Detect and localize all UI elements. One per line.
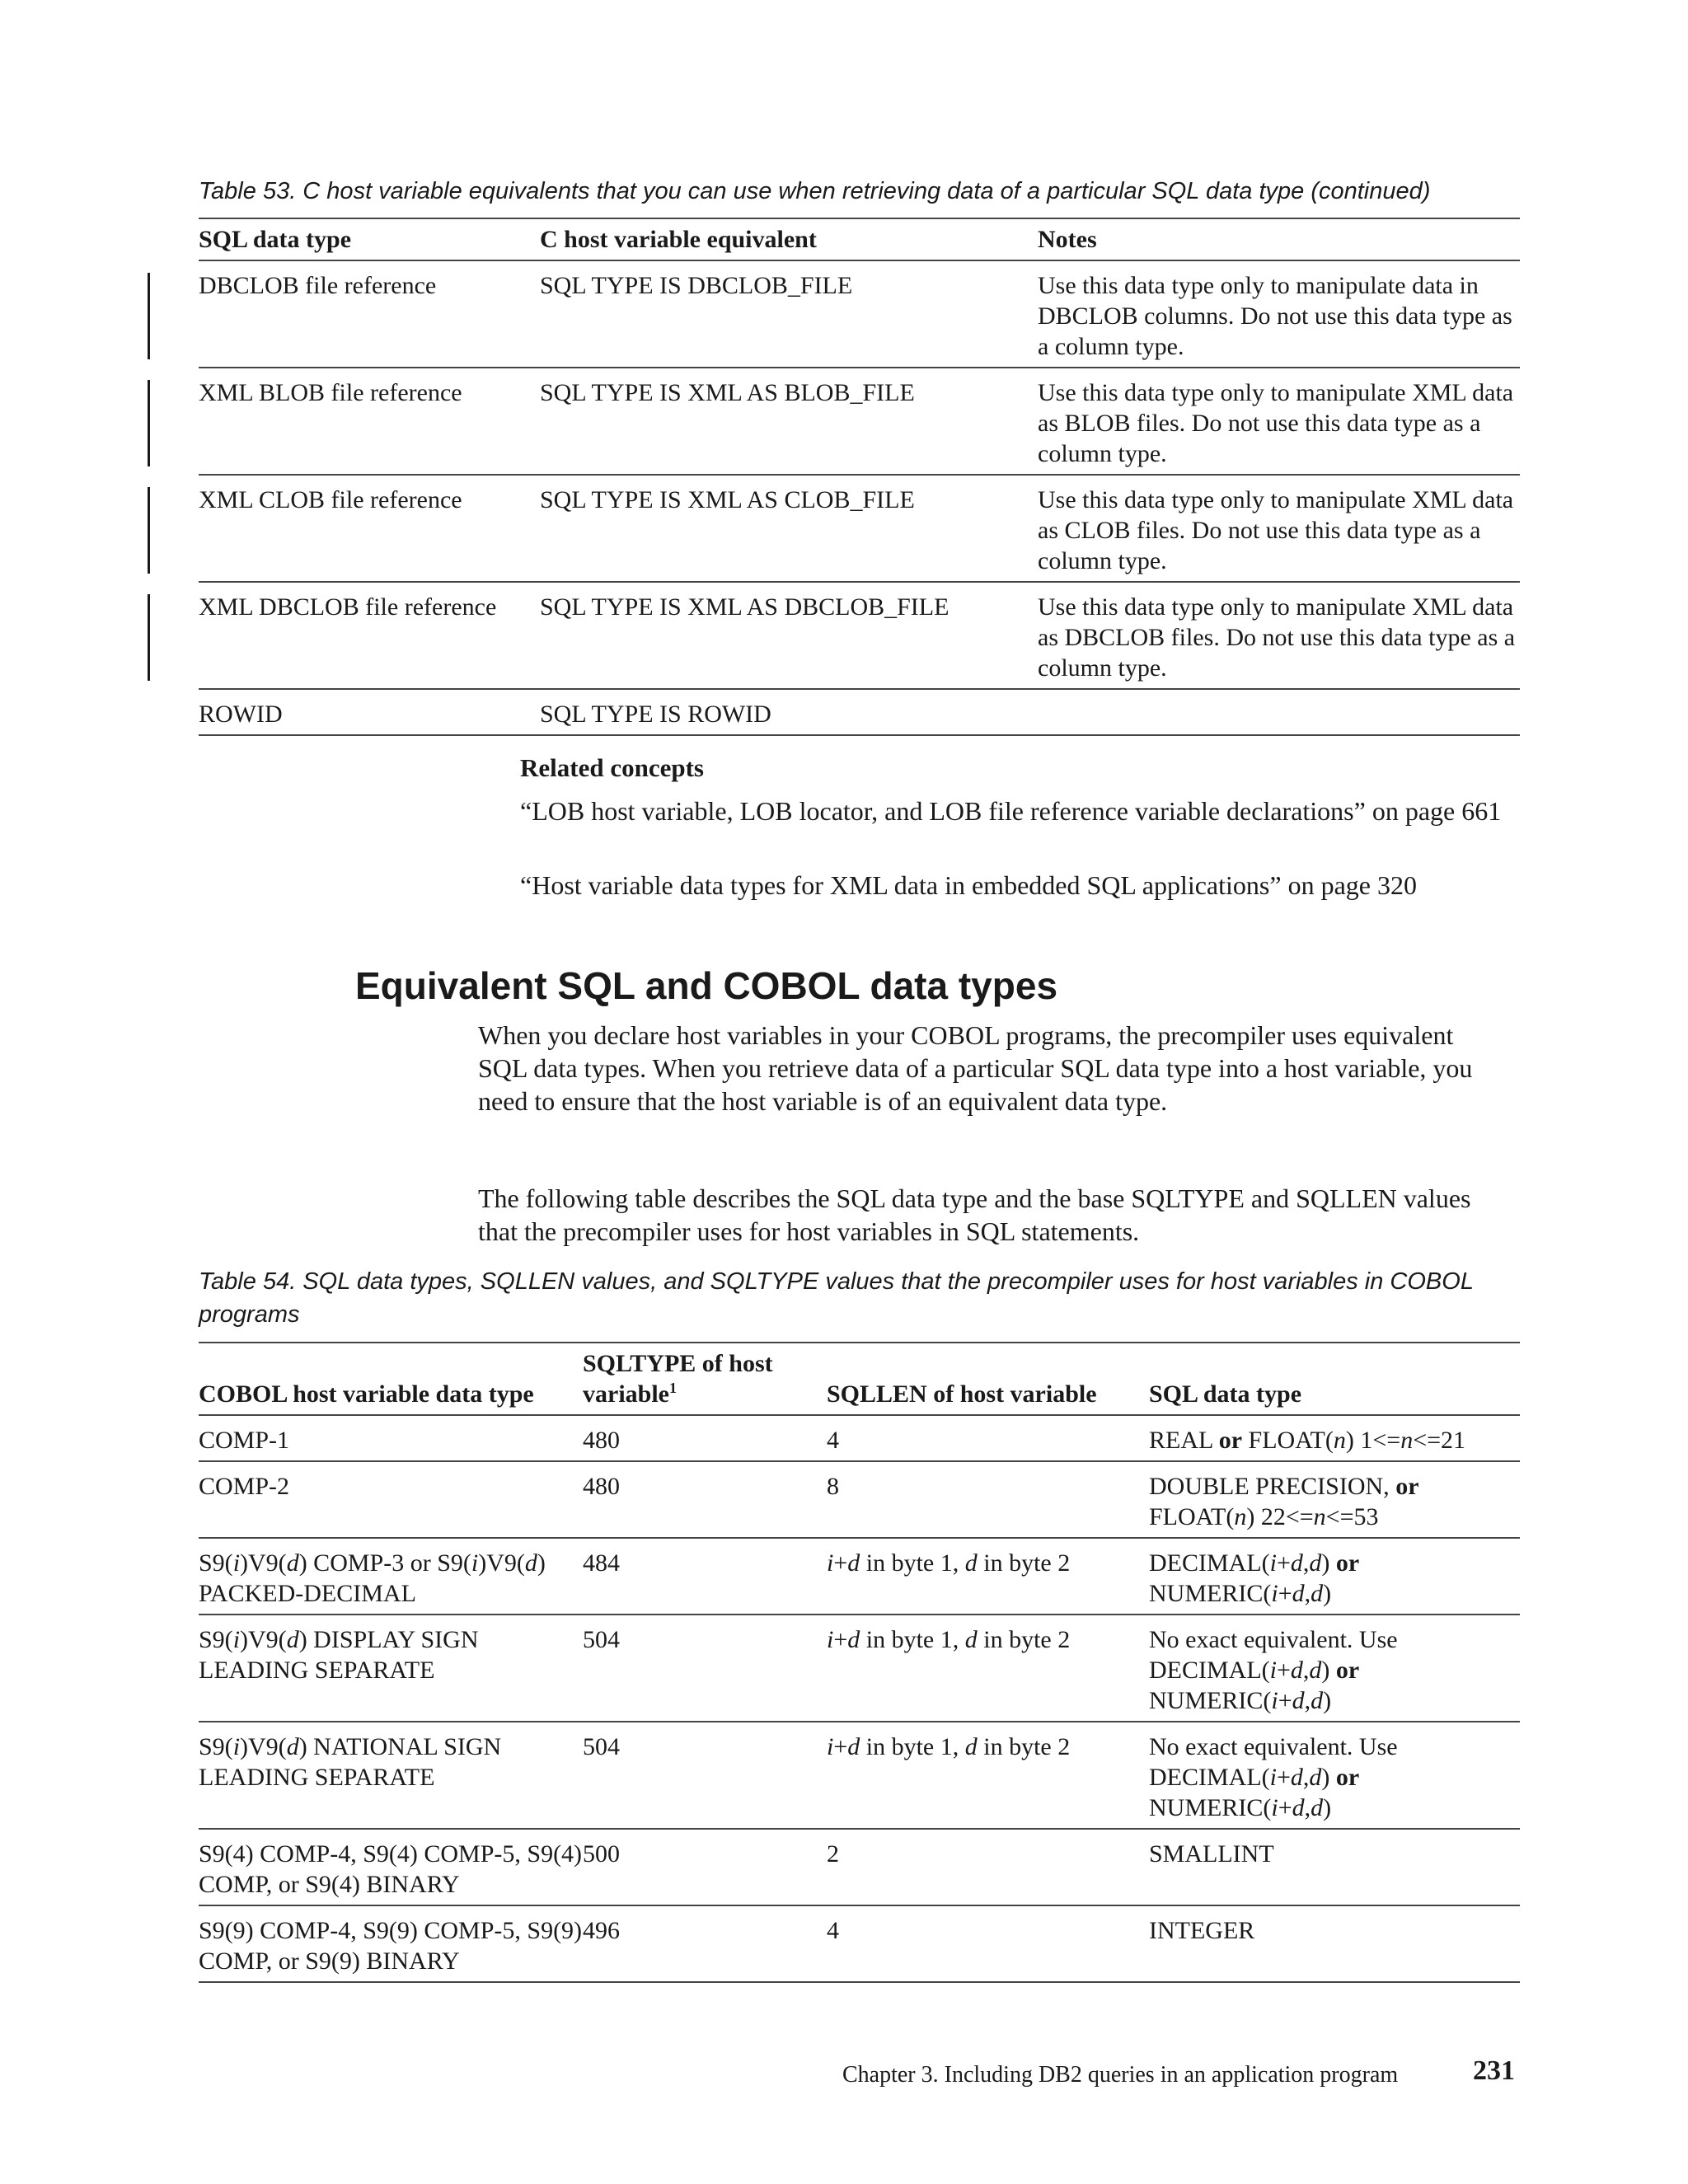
cell-sqltype: 480 [583,1461,827,1538]
section-heading: Equivalent SQL and COBOL data types [355,964,1058,1007]
table-row [199,582,1520,689]
cell-cobol-type: COMP-2 [199,1461,583,1538]
cell-sql-data-type: INTEGER [1149,1917,1255,1944]
change-bar [148,273,150,359]
cell-notes: Use this data type only to manipulate data in DBCLOB columns. Do not use this data type as a column type. [1038,260,1520,368]
cell-cobol-type: S9(9) COMP-4, S9(9) COMP-5, S9(9) COMP, or S9(9) BINARY [199,1917,583,1975]
table-header-row [199,218,1520,260]
cell-sqllen: 4 [827,1917,839,1944]
page-number: 231 [1473,2055,1515,2086]
col-header-sql-data-type: SQL data type [199,218,540,260]
cell-sql-data-type: SMALLINT [1149,1829,1520,1905]
table-row [199,368,1520,475]
cell-c-equivalent: SQL TYPE IS XML AS DBCLOB_FILE [540,582,1038,689]
cell-sql-data-type: REAL or FLOAT(n) 1<=n<=21 [1149,1415,1520,1461]
cell-cobol-type: S9(i)V9(d) COMP-3 or S9(i)V9(d) PACKED-DECIMAL [199,1538,583,1615]
cell-sqllen: 8 [827,1461,1149,1538]
cell-sql-data-type: No exact equivalent. Use DECIMAL(i+d,d) or NUMERIC(i+d,d) [1149,1615,1520,1722]
footnote-marker: 1 [669,1380,677,1396]
cell-notes [1038,689,1520,735]
cell-cobol-type: S9(4) COMP-4, S9(4) COMP-5, S9(4) COMP, or S9(4) BINARY [199,1829,583,1905]
table-row [199,1415,1520,1461]
cell-cobol-type: COMP-1 [199,1415,583,1461]
cell-c-equivalent: SQL TYPE IS DBCLOB_FILE [540,260,1038,368]
table-row [199,1722,1520,1829]
cell-notes: Use this data type only to manipulate XML data as CLOB files. Do not use this data type as a column type. [1038,475,1520,582]
cell-sqltype: 484 [583,1538,827,1615]
table-row [199,1461,1520,1538]
cell-sqltype: 480 [583,1415,827,1461]
table-53 [199,218,1520,736]
table-row [199,1538,1520,1615]
cell-notes: Use this data type only to manipulate XML data as DBCLOB files. Do not use this data type as a column type. [1038,582,1520,689]
table-54 [199,1342,1520,1983]
cell-sqllen: i+d in byte 1, d in byte 2 [827,1722,1149,1829]
table-row [199,1829,1520,1905]
cell-sqllen: 2 [827,1829,1149,1905]
col-header-sql-data-type: SQL data type [1149,1343,1520,1415]
table-row [199,260,1520,368]
change-bar [148,594,150,681]
col-header-sqltype: SQLTYPE of host variable$^1$ [583,1343,827,1415]
cell-cobol-type: S9(i)V9(d) DISPLAY SIGN LEADING SEPARATE [199,1615,583,1722]
cell-c-equivalent: SQL TYPE IS XML AS CLOB_FILE [540,475,1038,582]
cell-sql-type: DBCLOB file reference [199,272,437,299]
table-54-caption: Table 54. SQL data types, SQLLEN values, and SQLTYPE values that the precompiler uses for host variables in COBOL programs [199,1268,1474,1328]
footer-chapter: Chapter 3. Including DB2 queries in an application program [842,2062,1399,2088]
cell-sqllen: i+d in byte 1, d in byte 2 [827,1538,1149,1615]
cell-sql-type: XML BLOB file reference [199,379,462,406]
table-row [199,1615,1520,1722]
intro-paragraph: When you declare host variables in your COBOL programs, the precompiler uses equivalent SQL data types. When you retrieve data of a particular SQL data type into a host variable, you need to ensure that the host variable is of an equivalent data type. [478,1020,1473,1116]
cell-c-equivalent: SQL TYPE IS ROWID [540,701,771,728]
cell-sql-data-type: DECIMAL(i+d,d) or NUMERIC(i+d,d) [1149,1538,1520,1615]
related-link-lob[interactable]: “LOB host variable, LOB locator, and LOB file reference variable declarations” on page 661 [520,796,1502,826]
table-intro-paragraph: The following table describes the SQL data type and the base SQLTYPE and SQLLEN values that the precompiler uses for host variables in SQL statements. [478,1183,1471,1246]
cell-sqllen: 4 [827,1415,1149,1461]
table-row [199,475,1520,582]
cell-sql-data-type: No exact equivalent. Use DECIMAL(i+d,d) or NUMERIC(i+d,d) [1149,1722,1520,1829]
col-header-cobol-type: COBOL host variable data type [199,1343,583,1415]
table-53-caption: Table 53. C host variable equivalents that you can use when retrieving data of a particular SQL data type (continued) [199,178,1431,204]
cell-sql-type: XML CLOB file reference [199,486,462,513]
cell-sql-type: XML DBCLOB file reference [199,593,497,621]
cell-notes: Use this data type only to manipulate XML data as BLOB files. Do not use this data type as a column type. [1038,368,1520,475]
table-row [199,689,1520,735]
cell-sqltype: 504 [583,1722,827,1829]
related-concepts-title: Related concepts [520,753,704,782]
cell-sqltype: 500 [583,1829,827,1905]
col-header-c-equivalent: C host variable equivalent [540,218,1038,260]
col-header-notes: Notes [1038,218,1520,260]
cell-c-equivalent: SQL TYPE IS XML AS BLOB_FILE [540,368,1038,475]
change-bar [148,487,150,574]
cell-cobol-type: S9(i)V9(d) NATIONAL SIGN LEADING SEPARATE [199,1722,583,1829]
cell-sql-data-type: DOUBLE PRECISION, or FLOAT(n) 22<=n<=53 [1149,1461,1520,1538]
cell-sqllen: i+d in byte 1, d in byte 2 [827,1615,1149,1722]
table-header-row [199,1343,1520,1415]
cell-sqltype: 504 [583,1615,827,1722]
col-header-sqllen: SQLLEN of host variable [827,1343,1149,1415]
related-link-xml[interactable]: “Host variable data types for XML data in embedded SQL applications” on page 320 [520,870,1417,900]
change-bar [148,380,150,466]
table-row [199,1905,1520,1982]
cell-sqltype: 496 [583,1917,620,1944]
cell-sql-type: ROWID [199,701,283,728]
